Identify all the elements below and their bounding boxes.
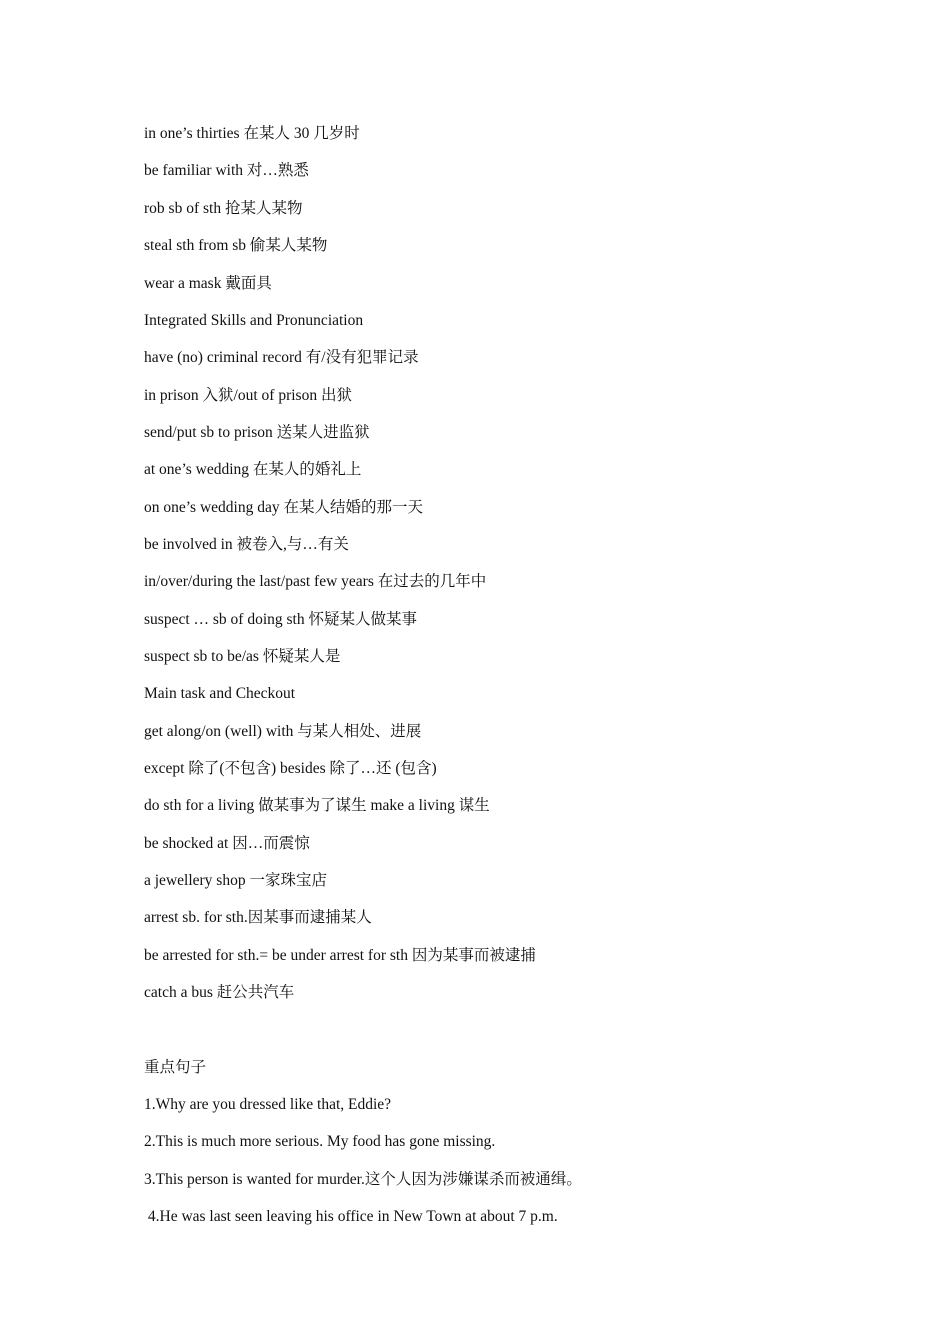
sentence-line: 4.He was last seen leaving his office in New Town at about 7 p.m. <box>144 1208 558 1225</box>
phrase-line: on one’s wedding day 在某人结婚的那一天 <box>144 499 423 516</box>
phrase-line: steal sth from sb 偷某人某物 <box>144 237 328 254</box>
phrase-line: be familiar with 对…熟悉 <box>144 162 309 179</box>
phrase-line: in one’s thirties 在某人 30 几岁时 <box>144 125 360 142</box>
phrase-line: in prison 入狱/out of prison 出狱 <box>144 387 352 404</box>
phrase-line: be shocked at 因…而震惊 <box>144 835 310 852</box>
phrase-line: be involved in 被卷入,与…有关 <box>144 536 349 553</box>
phrase-line: rob sb of sth 抢某人某物 <box>144 200 303 217</box>
phrase-line: except 除了(不包含) besides 除了…还 (包含) <box>144 760 437 777</box>
phrase-line: do sth for a living 做某事为了谋生 make a living 谋生 <box>144 797 490 814</box>
phrase-line: in/over/during the last/past few years 在过去的几年中 <box>144 573 487 590</box>
phrase-line: have (no) criminal record 有/没有犯罪记录 <box>144 349 419 366</box>
phrase-line: suspect … sb of doing sth 怀疑某人做某事 <box>144 611 417 628</box>
phrase-line: get along/on (well) with 与某人相处、进展 <box>144 723 422 740</box>
sentence-line: 3.This person is wanted for murder.这个人因为涉嫌谋杀而被通缉。 <box>144 1171 582 1188</box>
phrase-line: at one’s wedding 在某人的婚礼上 <box>144 461 362 478</box>
section-heading: Integrated Skills and Pronunciation <box>144 312 364 329</box>
phrase-line: be arrested for sth.= be under arrest for sth 因为某事而被逮捕 <box>144 947 536 964</box>
phrase-line: a jewellery shop 一家珠宝店 <box>144 872 327 889</box>
phrase-line: wear a mask 戴面具 <box>144 275 272 292</box>
sentences-heading: 重点句子 <box>144 1059 207 1076</box>
section-heading: Main task and Checkout <box>144 685 296 702</box>
phrase-line: suspect sb to be/as 怀疑某人是 <box>144 648 341 665</box>
sentence-line: 2.This is much more serious. My food has gone missing. <box>144 1133 496 1150</box>
phrase-line: arrest sb. for sth.因某事而逮捕某人 <box>144 909 372 926</box>
sentence-line: 1.Why are you dressed like that, Eddie? <box>144 1096 392 1113</box>
phrase-line: catch a bus 赶公共汽车 <box>144 984 295 1001</box>
phrase-line: send/put sb to prison 送某人进监狱 <box>144 424 370 441</box>
